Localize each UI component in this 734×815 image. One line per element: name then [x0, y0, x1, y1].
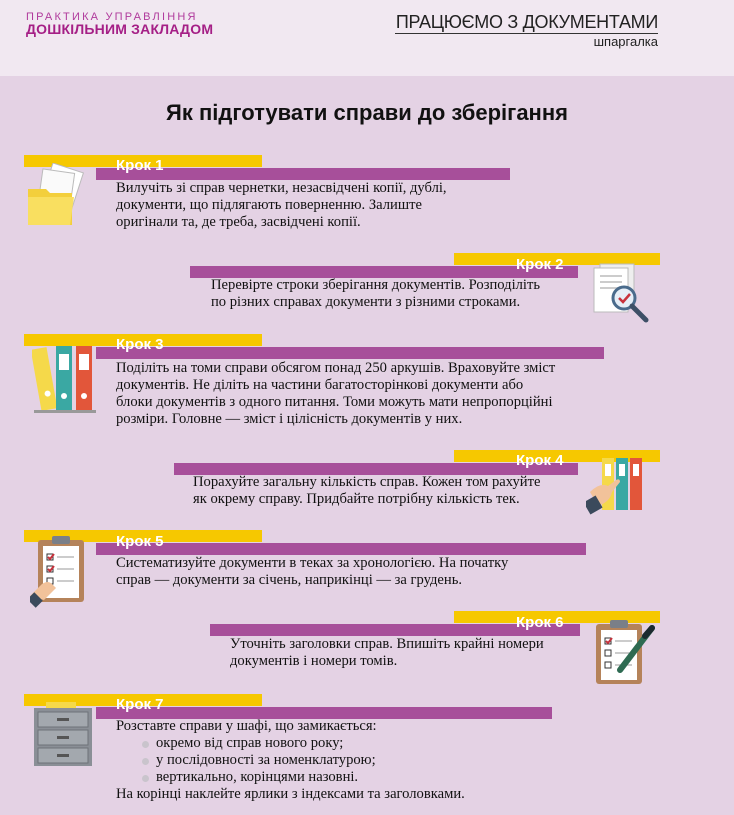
hand-binders-icon [586, 452, 656, 518]
step-7-label: Крок 7 [116, 696, 164, 713]
clipboard-hand-icon [30, 534, 96, 608]
step-7-text [116, 718, 465, 803]
step-4-text [193, 474, 540, 508]
step-5-text [116, 555, 508, 589]
list-item: вертикально, корінцями назовні. [142, 769, 465, 786]
step-6-line: Уточніть заголовки справ. Впишіть крайні номери [230, 636, 544, 652]
step-3-line: документів. Не діліть на частини багатосторінкові документи або [116, 377, 524, 393]
step-4-label: Крок 4 [516, 452, 564, 469]
clipboard-pen-icon [590, 618, 660, 688]
page-title: Як підготувати справи до зберігання [166, 100, 568, 125]
step-3-line: Поділіть на томи справи обсягом понад 250 аркушів. Враховуйте зміст [116, 360, 556, 376]
step-6-label: Крок 6 [516, 614, 564, 631]
step-2-line: по різних справах документи з різними строками. [211, 294, 521, 310]
step-5-line: Систематизуйте документи в теках за хронологією. На початку [116, 555, 509, 571]
step-3-text [116, 360, 555, 428]
brand-top-text: ПРАКТИКА УПРАВЛІННЯ [26, 11, 198, 23]
step-3-purple-bar [96, 347, 604, 359]
brand-main-text: ДОШКІЛЬНИМ ЗАКЛАДОМ [26, 21, 214, 37]
step-4-line: Порахуйте загальну кількість справ. Кожен том рахуйте [193, 474, 541, 490]
step-5-purple-bar [96, 543, 586, 555]
binders-icon [32, 340, 98, 416]
section-subtitle: шпаргалка [593, 34, 658, 49]
list-item: у послідовності за номенклатурою; [142, 752, 465, 769]
step-5-line: справ — документи за січень, наприкінці — за грудень. [116, 572, 463, 588]
step-7-intro: Розставте справи у шафі, що замикається: [116, 718, 377, 734]
list-item: окремо від справ нового року; [142, 735, 465, 752]
step-4-line: як окрему справу. Придбайте потрібну кількість тек. [193, 491, 520, 507]
folder-documents-icon [24, 163, 94, 229]
step-1-line: оригінали та, де треба, засвідчені копії. [116, 214, 361, 230]
step-1-text [116, 180, 447, 231]
step-1-line: Вилучіть зі справ чернетки, незасвідчені копії, дублі, [116, 180, 447, 196]
step-2-text [211, 277, 540, 311]
step-1-label: Крок 1 [116, 157, 164, 174]
step-7-bullet-list [116, 735, 465, 786]
step-3-line: розміри. Головне — зміст і цілісність документів у них. [116, 411, 463, 427]
step-6-text [230, 636, 544, 670]
step-7-outro: На корінці наклейте ярлики з індексами та заголовками. [116, 786, 465, 802]
filing-cabinet-icon [30, 700, 96, 768]
step-5-label: Крок 5 [116, 533, 164, 550]
step-2-label: Крок 2 [516, 256, 564, 273]
document-magnifier-icon [588, 260, 654, 326]
step-1-line: документи, що підлягають поверненню. Залиште [116, 197, 422, 213]
step-3-line: блоки документів з одного питання. Томи можуть мати непропорційні [116, 394, 553, 410]
page-header [0, 0, 734, 76]
step-3-label: Крок 3 [116, 336, 164, 353]
step-6-line: документів і номери томів. [230, 653, 398, 669]
section-title: ПРАЦЮЄМО З ДОКУМЕНТАМИ [395, 12, 658, 32]
step-2-line: Перевірте строки зберігання документів. Розподіліть [211, 277, 540, 293]
